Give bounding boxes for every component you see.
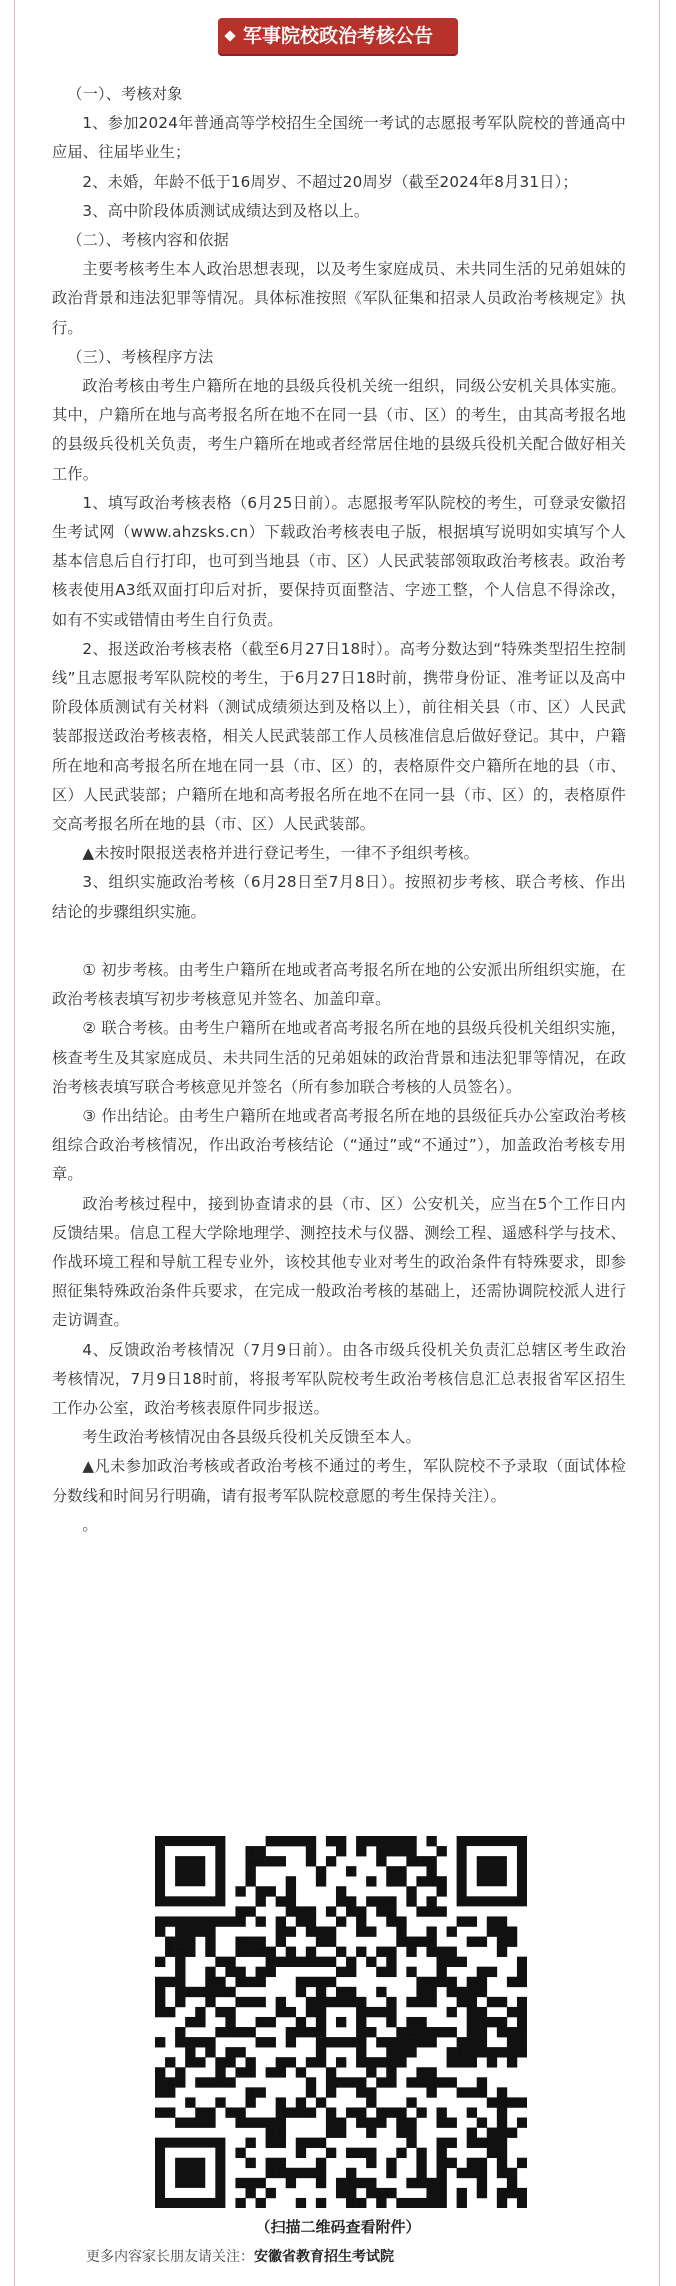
paragraph: 1、填写政治考核表格（6月25日前）。志愿报考军队院校的考生，可登录安徽招生考试网（www.ahzsks.cn）下载政治考核表电子版，根据填写说明如实填写个人基本信息后自行打印，也可到当地县（市、区）人民武装部领取政治考核表。政治考核表使用A3纸双面打印后对折，要保持页面整洁、字迹工整，个人信息不得涂改，如有不实或错情由考生自行负责。 bbox=[52, 493, 626, 629]
paragraph-gap bbox=[52, 927, 626, 956]
qr-code-icon bbox=[155, 1836, 527, 2208]
paragraph: ① 初步考核。由考生户籍所在地或者高考报名所在地的公安派出所组织实施，在政治考核表填写初步考核意见并签名、加盖印章。 bbox=[52, 960, 626, 1009]
footer-note bbox=[86, 2246, 394, 2266]
paragraph: 3、组织实施政治考核（6月28日至7月8日）。按照初步考核、联合考核、作出结论的步骤组织实施。 bbox=[52, 873, 626, 921]
paragraph: ▲凡未参加政治考核或者政治考核不通过的考生，军队院校不予录取（面试体检分数线和时间另行明确，请有报考军队院校意愿的考生保持关注）。 bbox=[52, 1457, 626, 1505]
paragraph: 1、参加2024年普通高等学校招生全国统一考试的志愿报考军队院校的普通高中应届、往届毕业生； bbox=[52, 114, 626, 162]
paragraph: 。 bbox=[82, 1515, 98, 1534]
paragraph: 3、高中阶段体质测试成绩达到及格以上。 bbox=[82, 201, 370, 220]
footer-prefix: 更多内容家长朋友请关注： bbox=[86, 2249, 254, 2265]
footer-org-name: 安徽省教育招生考试院 bbox=[254, 2249, 394, 2265]
paragraph: ▲未按时限报送表格并进行登记考生，一律不予组织考核。 bbox=[82, 844, 479, 863]
paragraph: 2、报送政治考核表格（截至6月27日18时）。高考分数达到“特殊类型招生控制线”且志愿报考军队院校的考生，于6月27日18时前，携带身份证、准考证以及高中阶段体质测试有关材料（测试成绩须达到及格以上），前往相关县（市、区）人民武装部报送政治考核表格，相关人民武装部工作人员核准信息后做好登记。其中，户籍所在地和高考报名所在地在同一县（市、区）的，表格原件交户籍所在地的县（市、区）人民武装部；户籍所在地和高考报名所在地不在同一县（市、区）的，表格原件交高考报名所在地的县（市、区）人民武装部。 bbox=[52, 639, 626, 834]
paragraph: 政治考核过程中，接到协查请求的县（市、区）公安机关，应当在5个工作日内反馈结果。信息工程大学除地理学、测控技术与仪器、测绘工程、遥感科学与技术、作战环境工程和导航工程专业外，该校其他专业对考生的政治条件有特殊要求，即参照征集特殊政治条件兵要求，在完成一般政治考核的基础上，还需协调院校派人进行走访调查。 bbox=[52, 1194, 626, 1330]
announcement-body bbox=[52, 80, 626, 1540]
section-heading: （一）、考核对象 bbox=[67, 85, 183, 103]
paragraph: 考生政治考核情况由各县级兵役机关反馈至本人。 bbox=[82, 1428, 421, 1447]
page-title: 军事院校政治考核公告 bbox=[218, 18, 458, 54]
paragraph: ③ 作出结论。由考生户籍所在地或者高考报名所在地的县级征兵办公室政治考核组综合政治考核情况，作出政治考核结论（“通过”或“不通过”），加盖政治考核专用章。 bbox=[52, 1106, 626, 1184]
paragraph: ② 联合考核。由考生户籍所在地或者高考报名所在地的县级兵役机关组织实施，核查考生及其家庭成员、未共同生活的兄弟姐妹的政治背景和违法犯罪等情况，在政治考核表填写联合考核意见并签名（所有参加联合考核的人员签名）。 bbox=[52, 1019, 626, 1096]
paragraph: 主要考核考生本人政治思想表现，以及考生家庭成员、未共同生活的兄弟姐妹的政治背景和违法犯罪等情况。具体标准按照《军队征集和招录人员政治考核规定》执行。 bbox=[52, 260, 626, 337]
section-heading: （二）、考核内容和依据 bbox=[67, 231, 229, 250]
title-banner bbox=[0, 18, 676, 58]
paragraph: 2、未婚，年龄不低于16周岁、不超过20周岁（截至2024年8月31日）； bbox=[82, 172, 578, 191]
qr-caption: （扫描二维码查看附件） bbox=[255, 2218, 421, 2236]
qr-code-container bbox=[155, 1836, 527, 2208]
section-heading: （三）、考核程序方法 bbox=[67, 347, 214, 366]
paragraph: 4、反馈政治考核情况（7月9日前）。由各市级兵役机关负责汇总辖区考生政治考核情况，7月9日18时前，将报考军队院校考生政治考核信息汇总表报省军区招生工作办公室，政治考核表原件同步报送。 bbox=[52, 1340, 626, 1417]
paragraph: 政治考核由考生户籍所在地的县级兵役机关统一组织，同级公安机关具体实施。其中，户籍所在地与高考报名所在地不在同一县（市、区）的考生，由其高考报名地的县级兵役机关负责，考生户籍所在地或者经常居住地的县级兵役机关配合做好相关工作。 bbox=[52, 377, 626, 483]
